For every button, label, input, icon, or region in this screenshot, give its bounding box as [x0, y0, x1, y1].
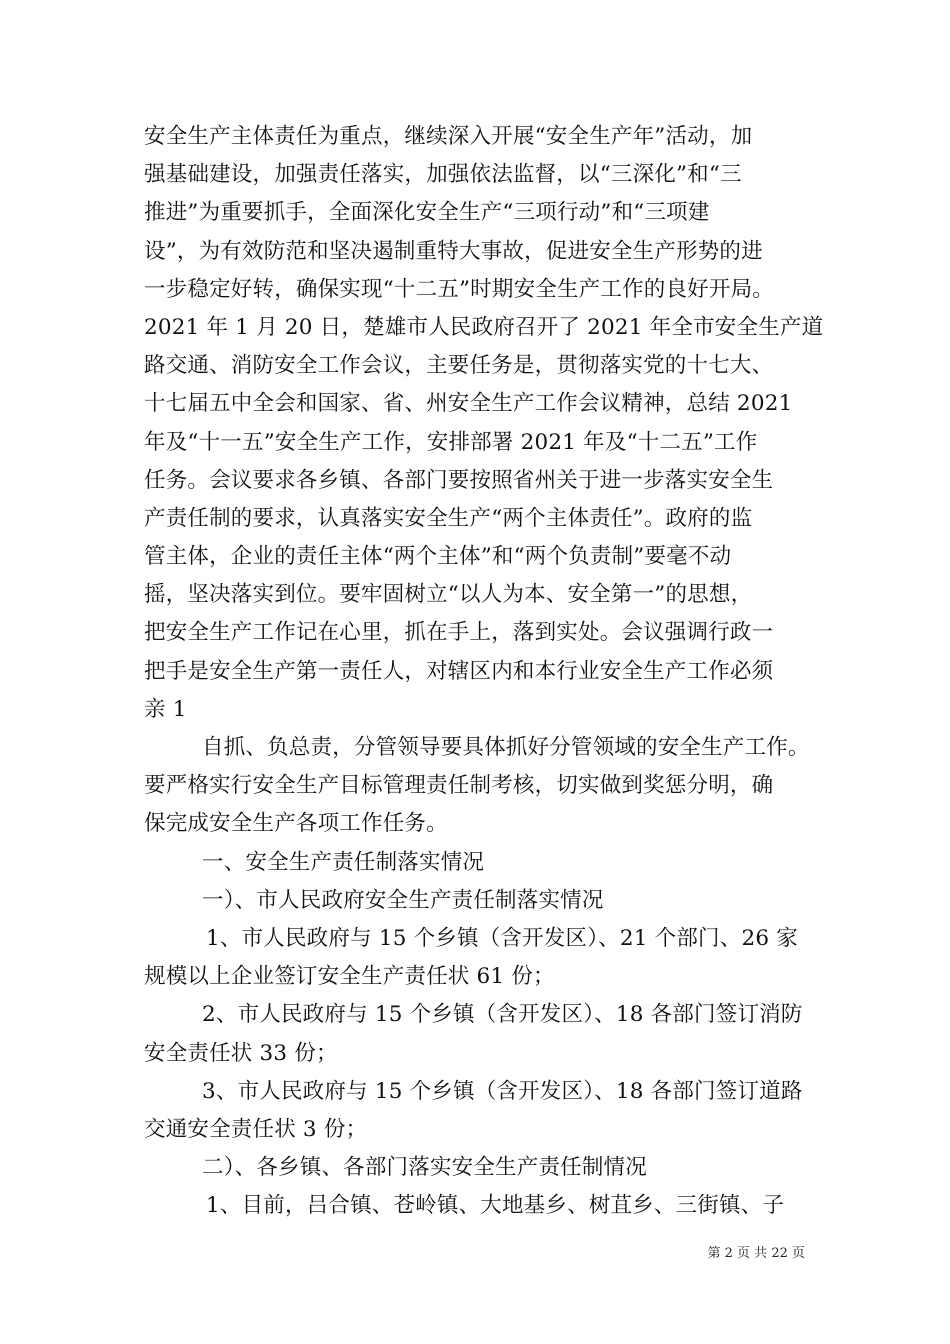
subsection-heading: 一）、市人民政府安全生产责任制落实情况: [202, 887, 604, 913]
text-line: 要严格实行安全生产目标管理责任制考核，切实做到奖惩分明，确: [144, 773, 774, 799]
list-item-line: 2、市人民政府与 15 个乡镇（含开发区）、18 各部门签订消防: [202, 1002, 803, 1028]
text-line: 规模以上企业签订安全生产责任状 61 份；: [144, 964, 555, 990]
text-line: 把手是安全生产第一责任人，对辖区内和本行业安全生产工作必须: [144, 658, 774, 684]
text-line: 十七届五中全会和国家、省、州安全生产工作会议精神，总结 2021: [144, 391, 793, 417]
section-heading: 一、安全生产责任制落实情况: [202, 849, 485, 875]
text-line: 把安全生产工作记在心里，抓在手上，落到实处。会议强调行政一: [144, 620, 774, 646]
text-line: 管主体，企业的责任主体“两个主体”和“两个负责制”要毫不动: [144, 544, 732, 570]
list-item-line: 3、市人民政府与 15 个乡镇（含开发区）、18 各部门签订道路: [202, 1078, 803, 1104]
text-line: 一步稳定好转，确保实现“十二五”时期安全生产工作的良好开局。: [144, 276, 774, 302]
body-text: [144, 118, 824, 1225]
text-line: 设”，为有效防范和坚决遏制重特大事故，促进安全生产形势的进: [144, 238, 763, 264]
text-line: 安全生产主体责任为重点，继续深入开展“安全生产年”活动，加: [144, 124, 753, 149]
text-line: 交通安全责任状 3 份；: [144, 1116, 368, 1142]
text-line: 年及“十一五”安全生产工作，安排部署 2021 年及“十二五”工作: [144, 429, 758, 455]
text-line: 保完成安全生产各项工作任务。: [144, 811, 448, 837]
list-item-line: 1、市人民政府与 15 个乡镇（含开发区）、21 个部门、26 家: [206, 925, 798, 951]
text-line: 亲 1: [144, 696, 187, 722]
text-line: 任务。会议要求各乡镇、各部门要按照省州关于进一步落实安全生: [144, 467, 774, 493]
subsection-heading: 二）、各乡镇、各部门落实安全生产责任制情况: [202, 1155, 647, 1181]
text-line: 2021 年 1 月 20 日，楚雄市人民政府召开了 2021 年全市安全生产道: [144, 314, 824, 340]
text-line: 产责任制的要求，认真落实安全生产“两个主体责任”。政府的监: [144, 505, 753, 531]
text-line: 强基础建设，加强责任落实，加强依法监督，以“三深化”和“三: [144, 162, 742, 188]
text-line: 路交通、消防安全工作会议，主要任务是，贯彻落实党的十七大、: [144, 353, 774, 379]
text-line: 推进”为重要抓手，全面深化安全生产“三项行动”和“三项建: [144, 200, 710, 226]
list-item-line: 1、目前，吕合镇、苍岭镇、大地基乡、树苴乡、三街镇、子: [206, 1193, 785, 1219]
text-line: 摇，坚决落实到位。要牢固树立“以人为本、安全第一”的思想，: [144, 582, 753, 608]
page-number: 第 2 页 共 22 页: [707, 1246, 805, 1261]
text-line: 安全责任状 33 份；: [144, 1040, 338, 1066]
paragraph-start-line: 自抓、负总责，分管领导要具体抓好分管领域的安全生产工作。: [202, 735, 810, 760]
